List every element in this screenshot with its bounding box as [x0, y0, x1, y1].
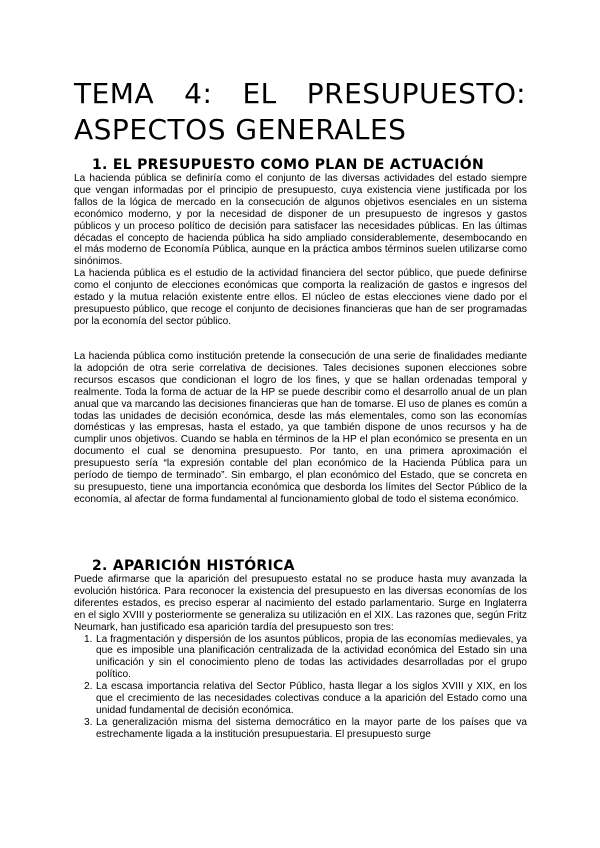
list-item-number: 3.: [84, 716, 93, 728]
reasons-list: [74, 634, 527, 741]
document-title-line-2: ASPECTOS GENERALES: [74, 113, 407, 146]
list-item: [74, 681, 527, 717]
section-1-body-continued: [74, 351, 527, 506]
section-1-paragraph-2: La hacienda pública es el estudio de la actividad financiera del sector público, que puede definirse como el conjunto de elecciones económicas que comporta la realización de gastos e ingresos del estado y la mutua relación existente entre ellos. El núcleo de estas elecciones viene dado por el presupuesto público, que recoge el conjunto de decisiones financieras que han de ser programadas por la economía del sector público.: [74, 268, 527, 327]
list-item-number: 2.: [84, 681, 93, 693]
section-1-paragraph-3: La hacienda pública como institución pretende la consecución de una serie de finalidades mediante la adopción de otra serie correlativa de decisiones. Tales decisiones suponen elecciones sobre recursos escasos que condicionan el logro de los fines, y que se hallan ordenadas temporal y realmente. Toda la forma de actuar de la HP se puede describir como el desarrollo anual de un plan anual que va marcando las decisiones financieras que han de tomarse. El uso de planes es común a todas las unidades de decisión económica, desde las más elementales, como son las economías domésticas y las empresas, hasta el estado, ya que también dispone de unos recursos y ha de cumplir unos objetivos. Cuando se habla en términos de la HP el plan económico se presenta en un documento el cual se denomina presupuesto. Por tanto, en una primera aproximación el presupuesto sería “la expresión contable del plan económico de la Hacienda Pública para un período de tiempo de terminado”. Sin embargo, el plan económico del Estado, que se concreta en su presupuesto, tiene una importancia económica que desborda los límites del Sector Público de la economía, al afectar de forma fundamental al funcionamiento global de todo el sistema económico.: [74, 351, 527, 505]
section-1-body: [74, 173, 527, 328]
list-item-text: La escasa importancia relativa del Sector Público, hasta llegar a los siglos XVIII y XIX, en los que el crecimiento de las necesidades colectivas conduce a la aparición del Estado como una unidad fundamental de decisión económica.: [96, 681, 527, 716]
section-2-body: [74, 574, 527, 741]
list-item-text: La generalización misma del sistema democrático en la mayor parte de los países que va estrechamente ligada a la institución presupuestaria. El presupuesto surge: [96, 716, 527, 740]
section-2-heading: 2. APARICIÓN HISTÓRICA: [92, 558, 295, 574]
list-item-number: 1.: [84, 633, 93, 645]
list-item: [74, 634, 527, 682]
document-title-line-1: TEMA 4: EL PRESUPUESTO:: [74, 77, 526, 110]
list-item: [74, 717, 527, 741]
section-1-heading: 1. EL PRESUPUESTO COMO PLAN DE ACTUACIÓN: [92, 157, 485, 173]
section-1-paragraph-1: La hacienda pública se definiría como el conjunto de las diversas actividades del estado siempre que vengan informadas por el principio de presupuesto, cuya existencia viene justificada por los fallos de la lógica de mercado en la consecución de algunos objetivos esenciales en un sistema económico moderno, y por la necesidad de disponer de un presupuesto de ingresos y gastos públicos y un proceso político de decisión para satisfacer las necesidades públicas. En las últimas décadas el concepto de hacienda pública ha sido ampliado considerablemente, desembocando en el más moderno de Economía Pública, aunque en la práctica ambos términos suelen utilizarse como sinónimos.: [74, 173, 527, 268]
list-item-text: La fragmentación y dispersión de los asuntos públicos, propia de las economías medievales, ya que es imposible una planificación centralizada de la actividad económica del Estado sin una unificación y sin el conocimiento pleno de todas las actividades desarrolladas por el grupo político.: [96, 633, 527, 681]
section-2-paragraph-1: Puede afirmarse que la aparición del presupuesto estatal no se produce hasta muy avanzada la evolución histórica. Para reconocer la existencia del presupuesto en las diversas economías de los diferentes estados, es preciso esperar al nacimiento del estado parlamentario. Surge en Inglaterra en el siglo XVIII y posteriormente se generaliza su utilización en el XIX. Las razones que, según Fritz Neumark, han justificado esa aparición tardía del presupuesto son tres:: [74, 574, 527, 633]
